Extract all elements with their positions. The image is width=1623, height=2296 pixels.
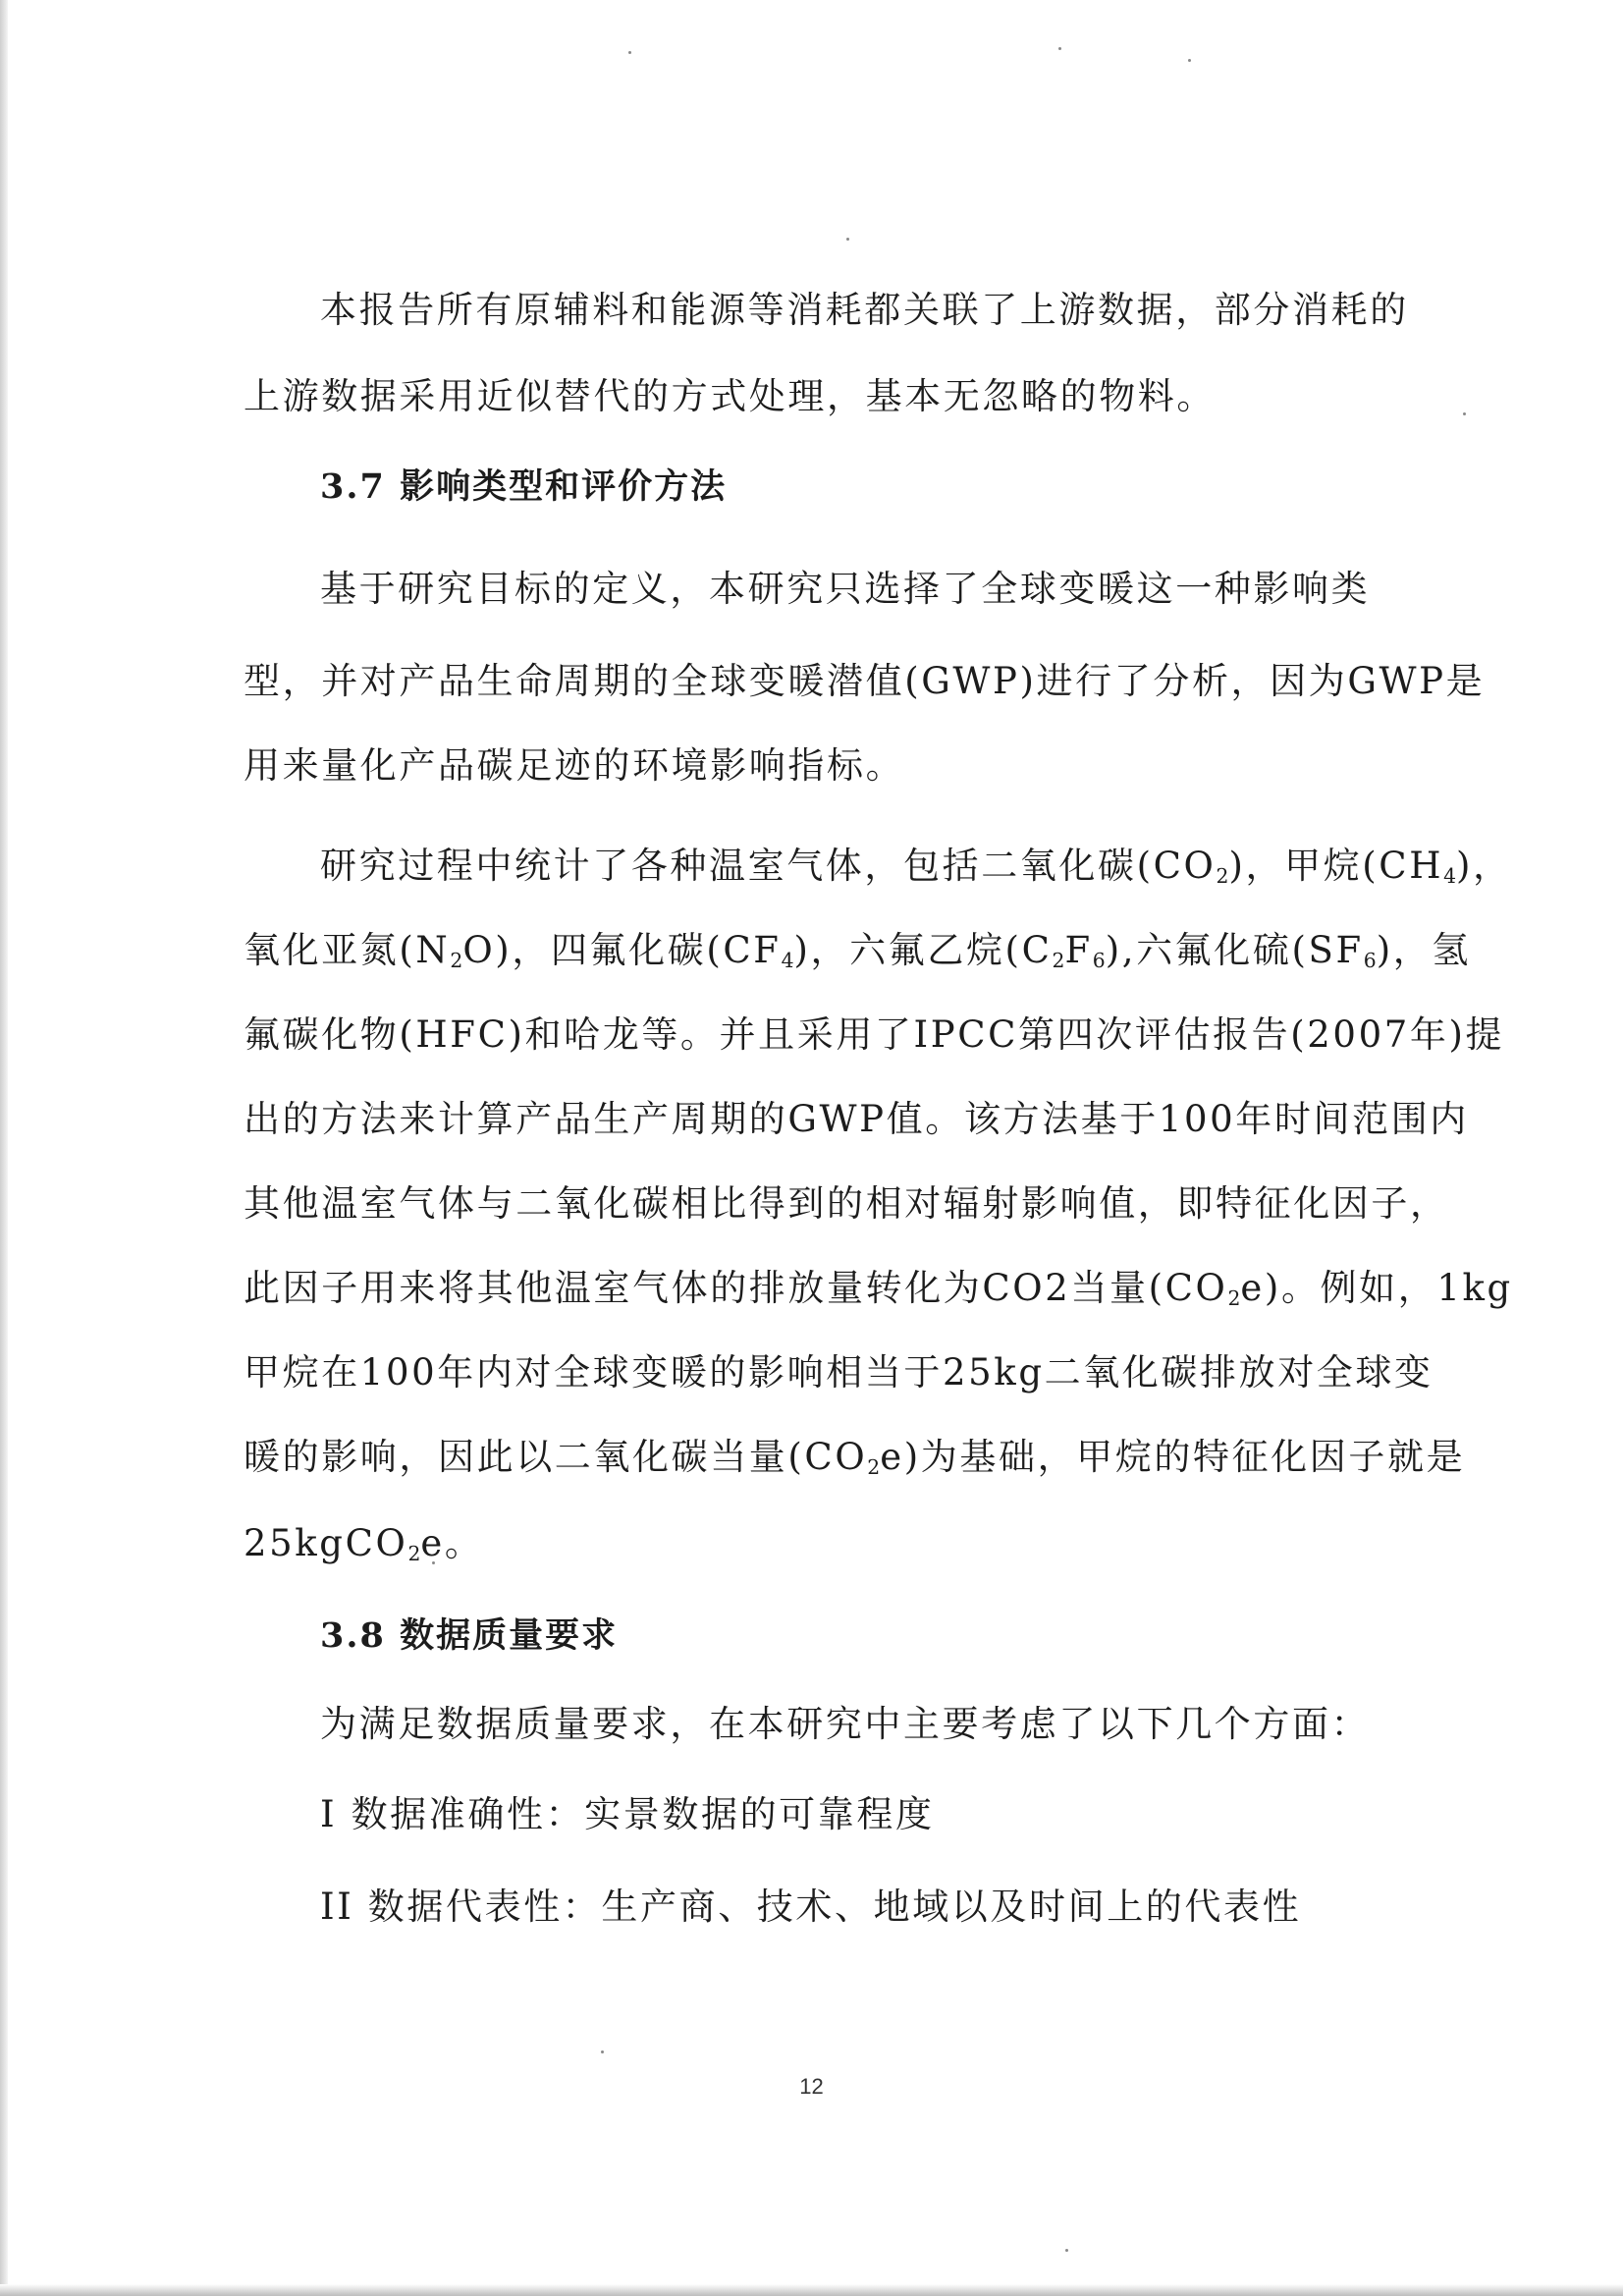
paragraph-2-line-3: 用来量化产品碳足迹的环境影响指标。 [243, 744, 905, 787]
scan-speck [1058, 47, 1061, 50]
paragraph-3-line-5: 其他温室气体与二氧化碳相比得到的相对辐射影响值，即特征化因子， [243, 1182, 1449, 1225]
scan-speck [601, 2050, 604, 2053]
section-3-7-heading: 3.7 影响类型和评价方法 [320, 466, 728, 507]
paragraph-3-line-2: 氧化亚氮$(N_2O)$，四氟化碳$(CF_4)$，六氟乙烷$(C_2F_6)$,六氟化硫$(SF_6)$，氢 [243, 929, 1471, 973]
scan-edge-left [0, 0, 8, 2296]
paragraph-3-line-9: 25kgCO$_2$e。 [243, 1522, 484, 1566]
quality-item-representativeness: II 数据代表性：生产商、技术、地域以及时间上的代表性 [320, 1886, 1302, 1928]
scan-speck [628, 51, 631, 54]
paragraph-1-line-2: 上游数据采用近似替代的方式处理，基本无忽略的物料。 [243, 375, 1216, 417]
section-3-8-heading: 3.8 数据质量要求 [320, 1615, 619, 1656]
scan-edge-bottom [0, 2284, 1623, 2296]
page-number: 12 [799, 2074, 824, 2099]
paragraph-3-line-6: 此因子用来将其他温室气体的排放量转化为CO2当量$(CO_2e)$。例如，1kg [243, 1267, 1513, 1311]
paragraph-2-line-1: 基于研究目标的定义，本研究只选择了全球变暖这一种影响类 [320, 568, 1371, 610]
quality-item-accuracy: I 数据准确性：实景数据的可靠程度 [320, 1793, 935, 1835]
scan-speck [846, 238, 849, 241]
scan-speck [1188, 59, 1191, 62]
scan-speck [1463, 412, 1466, 415]
paragraph-3-line-7: 甲烷在100年内对全球变暖的影响相当于25kg二氧化碳排放对全球变 [243, 1351, 1434, 1394]
paragraph-1-line-1: 本报告所有原辅料和能源等消耗都关联了上游数据，部分消耗的 [320, 289, 1409, 331]
scan-speck [1065, 2249, 1068, 2252]
paragraph-3-line-1: 研究过程中统计了各种温室气体，包括二氧化碳$(CO_2)$，甲烷$(CH_4)$， [320, 845, 1512, 889]
paragraph-3-line-8: 暖的影响，因此以二氧化碳当量$(CO_2e)$为基础，甲烷的特征化因子就是 [243, 1436, 1466, 1480]
paragraph-3-line-3: 氟碳化物(HFC)和哈龙等。并且采用了IPCC第四次评估报告(2007年)提 [243, 1013, 1505, 1056]
paragraph-4-intro: 为满足数据质量要求，在本研究中主要考虑了以下几个方面： [320, 1703, 1371, 1745]
paragraph-2-line-2: 型，并对产品生命周期的全球变暖潜值(GWP)进行了分析，因为GWP是 [243, 660, 1486, 702]
paragraph-3-line-4: 出的方法来计算产品生产周期的GWP值。该方法基于100年时间范围内 [243, 1098, 1469, 1140]
